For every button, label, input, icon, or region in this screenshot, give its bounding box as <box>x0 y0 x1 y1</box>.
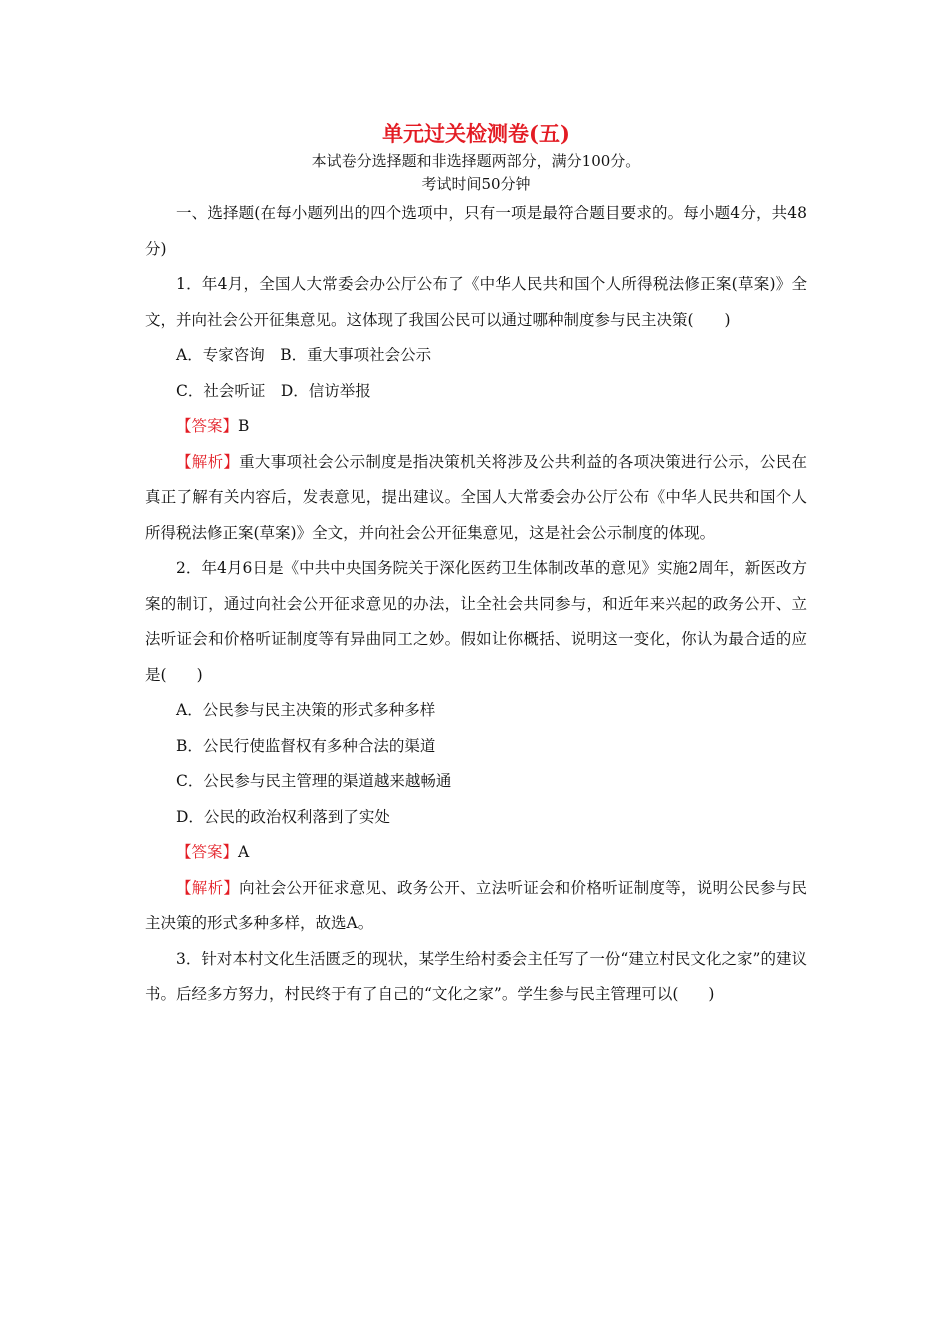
option-b: B．公民行使监督权有多种合法的渠道 <box>176 736 436 755</box>
option-c: C．公民参与民主管理的渠道越来越畅通 <box>176 772 452 790</box>
section-heading: 一、选择题(在每小题列出的四个选项中，只有一项是最符合题目要求的。每小题4分，共48分) <box>145 204 807 258</box>
question-stem: 3．针对本村文化生活匮乏的现状，某学生给村委会主任写了一份“建立村民文化之家”的建议书。后经多方努力，村民终于有了自己的“文化之家”。学生参与民主管理可以( ) <box>145 949 807 1003</box>
question-3 <box>145 942 807 1013</box>
answer-value: B <box>238 417 250 435</box>
question-options: A．专家咨询 B．重大事项社会公示 <box>176 346 432 364</box>
question-2 <box>145 551 807 942</box>
question-stem: 1．年4月，全国人大常委会办公厅公布了《中华人民共和国个人所得税法修正案(草案)》全文，并向社会公开征集意见。这体现了我国公民可以通过哪种制度参与民主决策( ) <box>145 275 807 329</box>
question-stem: 2．年4月6日是《中共中央国务院关于深化医药卫生体制改革的意见》实施2周年，新医改方案的制订，通过向社会公开征求意见的办法，让全社会共同参与，和近年来兴起的政务公开、立法听证会和价格听证制度等有异曲同工之妙。假如让你概括、说明这一变化，你认为最合适的应是( ) <box>145 559 807 684</box>
answer-label: 【答案】 <box>176 843 239 861</box>
option-d: D．公民的政治权利落到了实处 <box>176 807 390 826</box>
option-a: A．公民参与民主决策的形式多种多样 <box>176 701 436 719</box>
analysis-text: 重大事项社会公示制度是指决策机关将涉及公共利益的各项决策进行公示，公民在真正了解有关内容后，发表意见，提出建议。全国人大常委会办公厅公布《中华人民共和国个人所得税法修正案(草案)》全文，并向社会公开征集意见，这是社会公示制度的体现。 <box>145 452 807 542</box>
exam-info-line-2: 考试时间50分钟 <box>421 175 531 193</box>
question-options: C．社会听证 D．信访举报 <box>176 381 371 400</box>
answer-label: 【答案】 <box>176 417 239 435</box>
analysis-paragraph <box>145 871 807 942</box>
analysis-paragraph <box>145 445 807 552</box>
exam-info-line-1: 本试卷分选择题和非选择题两部分，满分100分。 <box>311 152 641 170</box>
answer-value: A <box>238 843 250 861</box>
answer-line <box>145 409 807 445</box>
question-1 <box>145 267 807 551</box>
analysis-label: 【解析】 <box>176 452 240 471</box>
analysis-label: 【解析】 <box>176 878 240 897</box>
answer-line <box>145 835 807 871</box>
analysis-text: 向社会公开征求意见、政务公开、立法听证会和价格听证制度等，说明公民参与民主决策的形式多种多样，故选A。 <box>145 878 807 932</box>
document-body <box>145 118 807 1013</box>
page-title: 单元过关检测卷(五) <box>382 121 570 146</box>
